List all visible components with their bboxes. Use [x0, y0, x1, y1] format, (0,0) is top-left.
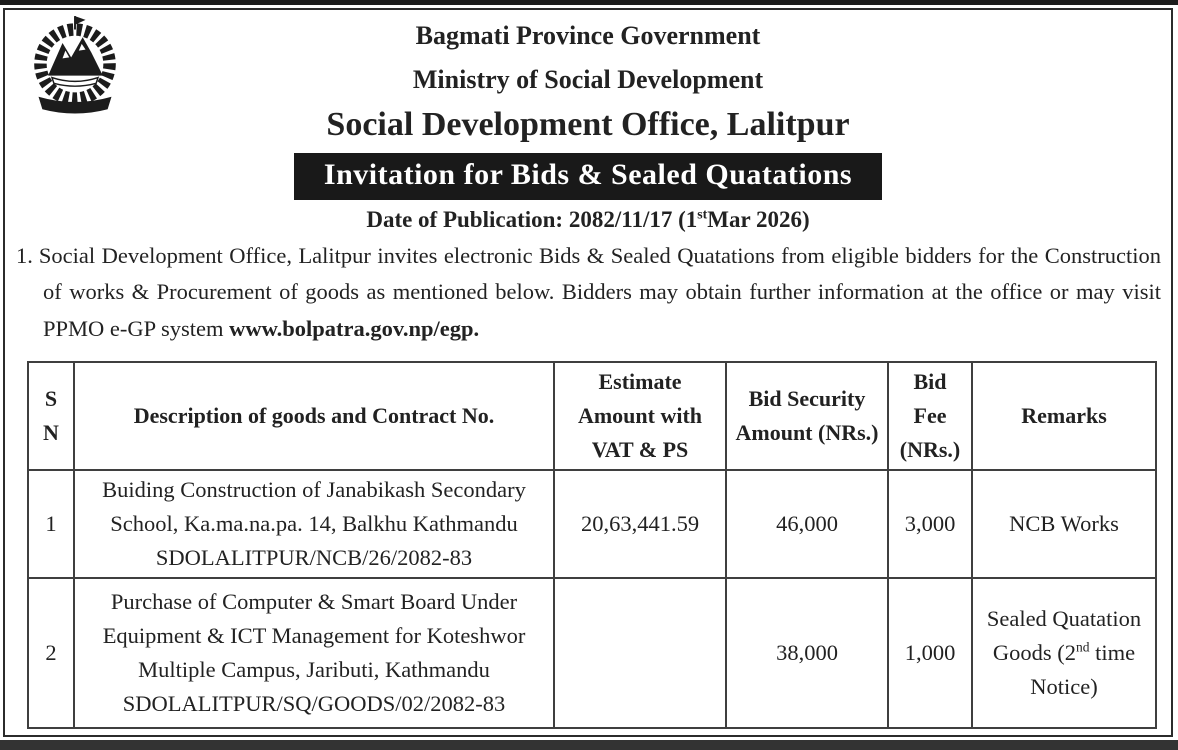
- row2-remarks-tail: time Notice): [1030, 640, 1136, 699]
- header-remarks: Remarks: [972, 362, 1156, 470]
- publication-date-ordinal: st: [697, 205, 708, 221]
- bids-table: [27, 361, 1157, 729]
- org-name-ministry: Ministry of Social Development: [412, 64, 764, 94]
- banner-row: [5, 153, 1171, 200]
- org-name-office: Social Development Office, Lalitpur: [326, 106, 850, 144]
- egp-portal-url: www.bolpatra.gov.np/egp.: [229, 315, 480, 341]
- notice-paragraph-number: 1.: [16, 242, 33, 268]
- newspaper-crop-top-bar: [0, 0, 1178, 5]
- row1-remarks: [972, 470, 1156, 578]
- org-name-province: Bagmati Province Government: [415, 21, 761, 50]
- publication-date: [5, 207, 1171, 233]
- row2-contract-no: SDOLALITPUR/SQ/GOODS/02/2082-83: [122, 690, 506, 716]
- nepal-government-emblem-logo: [27, 14, 123, 118]
- row2-bid-fee: 1,000: [888, 578, 972, 728]
- row1-bid-security: 46,000: [726, 470, 888, 578]
- row2-remarks-ordinal: nd: [1076, 639, 1090, 655]
- table-row-2: [28, 578, 1156, 728]
- header-bid-security: Bid Security Amount (NRs.): [726, 362, 888, 470]
- row2-bid-security: 38,000: [726, 578, 888, 728]
- row2-remarks-text: Sealed Quatation Goods (2: [986, 606, 1142, 665]
- publication-date-post: Mar 2026): [707, 206, 810, 232]
- row2-remarks: [972, 578, 1156, 728]
- header-bid-fee: Bid Fee (NRs.): [888, 362, 972, 470]
- header-sn: S N: [28, 362, 74, 470]
- row2-estimate-amount: [554, 578, 726, 728]
- header-description: Description of goods and Contract No.: [74, 362, 554, 470]
- bids-table-header-row: [28, 362, 1156, 470]
- notice-paragraph: [16, 238, 1161, 348]
- newspaper-crop-bottom-bar: [0, 740, 1178, 750]
- row1-bid-fee: 3,000: [888, 470, 972, 578]
- row1-sn: 1: [28, 470, 74, 578]
- publication-date-pre: Date of Publication: 2082/11/17 (1: [366, 206, 698, 232]
- row1-remarks-text: NCB Works: [1009, 511, 1119, 536]
- notice-border-frame: [3, 8, 1173, 737]
- row2-sn: 2: [28, 578, 74, 728]
- row2-description-text: Purchase of Computer & Smart Board Under Equipment & ICT Management for Koteshwor Multiple Campus, Jaributi, Kathmandu: [102, 589, 526, 682]
- row1-description-text: Buiding Construction of Janabikash Secondary School, Ka.ma.na.pa. 14, Balkhu Kathmandu: [102, 477, 526, 536]
- table-row-1: [28, 470, 1156, 578]
- notice-title-banner: Invitation for Bids & Sealed Quatations: [294, 153, 882, 200]
- row1-description: [74, 470, 554, 578]
- row2-description: [74, 578, 554, 728]
- row1-estimate-amount: 20,63,441.59: [554, 470, 726, 578]
- notice-paragraph-text: Social Development Office, Lalitpur invites electronic Bids & Sealed Quatations from eligible bidders for the Construction of works & Procurement of goods as mentioned below. Bidders may obtain further information at the office or may visit PPMO e-GP system: [38, 242, 1161, 341]
- row1-contract-no: SDOLALITPUR/NCB/26/2082-83: [155, 544, 473, 570]
- header-estimate-amount: Estimate Amount with VAT & PS: [554, 362, 726, 470]
